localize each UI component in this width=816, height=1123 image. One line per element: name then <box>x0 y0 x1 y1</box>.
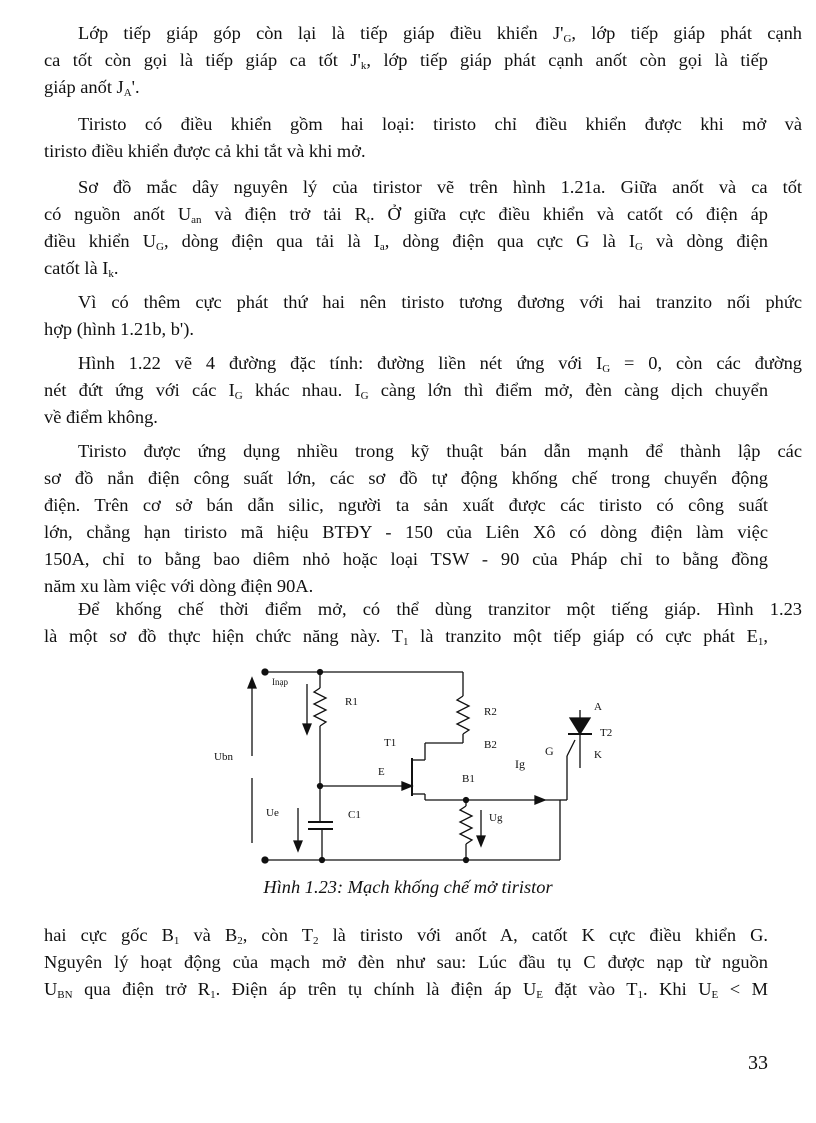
label-a: A <box>594 701 602 713</box>
text-line: tiristo điều khiển được cả khi tắt và khi mở. <box>44 141 366 161</box>
paragraph-3 <box>44 174 802 201</box>
label-r2: R2 <box>484 706 497 718</box>
paragraph-5-cont <box>44 377 768 431</box>
text-line: là một sơ đồ thực hiện chức năng này. $T_1$ là tranzito một tiếp giáp có cực phát $E_1$, <box>44 626 768 648</box>
label-r1: R1 <box>345 696 358 708</box>
label-ug: Ug <box>489 812 503 824</box>
text-line: Sơ đồ mắc dây nguyên lý của tiristor vẽ trên hình 1.21a. Giữa anốt và ca tốt <box>78 177 802 197</box>
r3-resistor <box>460 806 472 844</box>
ig-arrowhead <box>535 796 545 804</box>
label-t1: T1 <box>384 737 397 749</box>
ue-arrowhead <box>294 841 302 851</box>
label-ubn: Ubn <box>214 751 233 763</box>
text-line: 150A, chỉ to bằng bao diêm nhỏ hoặc loại TSW - 90 của Pháp chỉ to bằng đồng <box>44 549 768 569</box>
label-inap: Inạp <box>272 677 288 687</box>
text-line: giáp anốt $J_A'$. <box>44 77 140 99</box>
text-line: $U_{BN}$ qua điện trở $R_1$. Điện áp trên tụ chính là điện áp $U_E$ đặt vào $T_1$. Khi $U_E < M$ <box>44 979 768 1001</box>
terminal-node <box>262 669 268 675</box>
text-line: Hình 1.22 vẽ 4 đường đặc tính: đường liền nét ứng với $I_G = 0$, còn các đường <box>78 353 802 375</box>
paragraph-3-cont <box>44 201 768 282</box>
text-line: ca tốt còn gọi là tiếp giáp ca tốt $J'_k$, lớp tiếp giáp phát cạnh anốt còn gọi là tiếp <box>44 50 768 72</box>
paragraph-7 <box>44 596 802 623</box>
text-line: hai cực gốc $B_1$ và $B_2$, còn $T_2$ là tiristo với anốt A, catốt K cực điều khiển G. <box>44 925 769 947</box>
label-ig: Ig <box>515 757 525 771</box>
text-line: hợp (hình 1.21b, b'). <box>44 319 194 339</box>
text-line: điện. Trên cơ sở bán dẫn silic, người ta sản xuất được các tiristo có công suất <box>44 495 768 515</box>
text-line: sơ đồ nắn điện công suất lớn, các sơ đồ tự động khống chế trong chuyển động <box>44 468 768 488</box>
label-b2: B2 <box>484 739 497 751</box>
label-t2: T2 <box>600 727 613 739</box>
paragraph-4-cont <box>44 316 768 343</box>
paragraph-1 <box>44 20 802 47</box>
label-e: E <box>378 766 385 778</box>
text-line: catốt là $I_k$. <box>44 258 119 280</box>
text-line: Để khống chế thời điểm mở, có thể dùng tranzitor một tiếng giáp. Hình 1.23 <box>78 599 802 619</box>
ug-arrowhead <box>477 836 485 846</box>
text-line: Vì có thêm cực phát thứ hai nên tiristo tương đương với hai tranzito nối phức <box>78 292 802 312</box>
paragraph-2-cont <box>44 138 768 165</box>
inap-arrowhead <box>303 724 311 734</box>
text-line: lớn, chẳng hạn tiristo mã hiệu BTĐY - 150 của Liên Xô có dòng điện làm việc <box>44 522 768 542</box>
paragraph-8 <box>44 922 768 1003</box>
paragraph-4 <box>44 289 802 316</box>
paragraph-6-cont <box>44 465 768 600</box>
paragraph-6 <box>44 438 802 465</box>
text-line: Tiristo được ứng dụng nhiều trong kỹ thuật bán dẫn mạnh để thành lập các <box>78 441 802 461</box>
text-line: điều khiển $U_G$, dòng điện qua tải là $I_a$, dòng điện qua cực G là $I_G$ và dòng điện <box>44 231 768 253</box>
terminal-node <box>262 857 268 863</box>
emitter-arrowhead <box>402 782 412 790</box>
text-line: về điểm không. <box>44 407 158 427</box>
text-line: Nguyên lý hoạt động của mạch mở đèn như sau: Lúc đầu tụ C được nạp từ nguồn <box>44 952 768 972</box>
paragraph-1-cont <box>44 47 768 101</box>
label-b1: B1 <box>462 773 475 785</box>
label-ue: Ue <box>266 807 279 819</box>
text-line: có nguồn anốt $U_{an}$ và điện trở tải $R_t$. Ở giữa cực điều khiển và catốt có điện áp <box>44 204 768 226</box>
r2-resistor <box>457 696 469 734</box>
text-line: Tiristo có điều khiển gồm hai loại: tiristo chỉ điều khiển được khi mở và <box>78 114 802 134</box>
text-line: năm xu làm việc với dòng điện 90A. <box>44 576 314 596</box>
label-c1: C1 <box>348 809 361 821</box>
page-number: 33 <box>748 1052 768 1074</box>
text-line: nét đứt ứng với các $I_G$ khác nhau. $I_G$ càng lớn thì điểm mở, đèn càng dịch chuyển <box>44 380 769 402</box>
paragraph-5 <box>44 350 802 377</box>
text-line: Lớp tiếp giáp góp còn lại là tiếp giáp điều khiển $J'_G$, lớp tiếp giáp phát cạnh <box>78 23 803 45</box>
paragraph-7-cont <box>44 623 768 650</box>
label-g: G <box>545 744 554 758</box>
t2-diode-triangle <box>570 718 590 734</box>
circuit-diagram <box>0 648 816 878</box>
g-lead <box>567 740 575 756</box>
ubn-arrowhead <box>248 678 256 688</box>
figure-caption: Hình 1.23: Mạch khống chế mở tiristor <box>263 877 553 897</box>
label-k: K <box>594 749 602 761</box>
paragraph-2 <box>44 111 802 138</box>
r1-resistor <box>314 688 326 726</box>
